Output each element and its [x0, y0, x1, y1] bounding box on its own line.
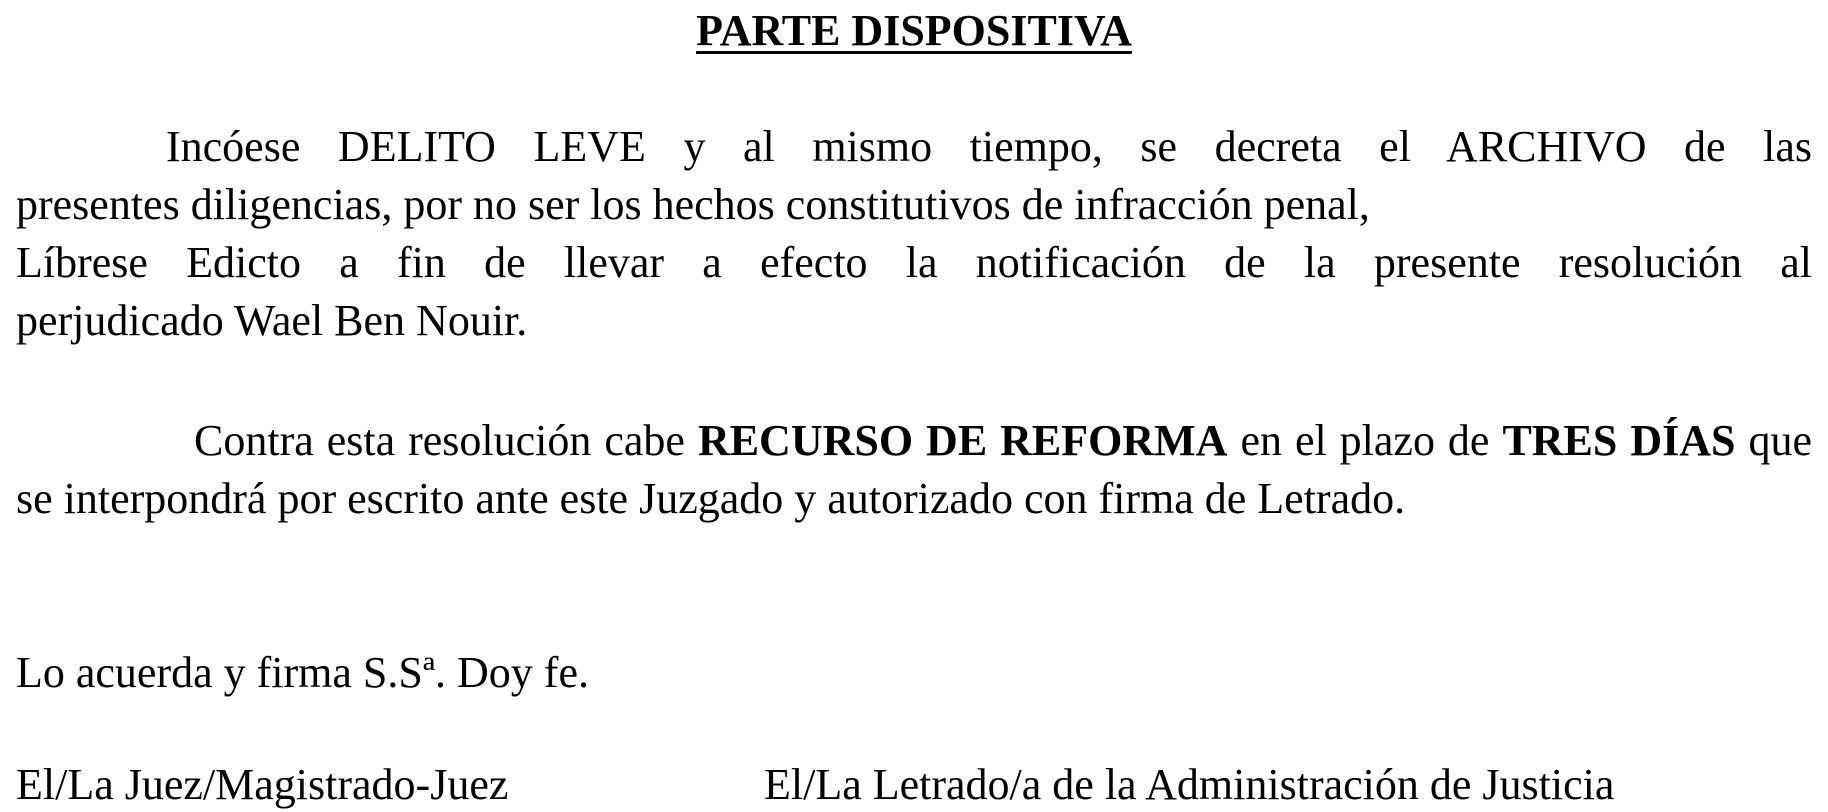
paragraph2-text-b: en el plazo de — [1227, 416, 1503, 465]
paragraph1-line1: Incóese DELITO LEVE y al mismo tiempo, se decreta el ARCHIVO de las — [166, 122, 1812, 171]
signature-judge-label: El/La Juez/Magistrado-Juez — [16, 760, 509, 809]
heading-text: PARTE DISPOSITIVA — [696, 6, 1132, 55]
paragraph1-line4: perjudicado Wael Ben Nouir. — [16, 296, 528, 345]
paragraph-archive-decree — [16, 118, 1812, 350]
paragraph2-text-a: Contra esta resolución cabe — [194, 416, 698, 465]
paragraph2-bold-remedy: RECURSO DE REFORMA — [697, 416, 1228, 465]
document-page — [16, 0, 1812, 812]
signature-clerk-label: El/La Letrado/a de la Administración de Justicia — [764, 760, 1615, 809]
paragraph2-text-c: que se interpondrá por escrito ante este Juzgado y autorizado con firma de Letrado. — [16, 416, 1813, 523]
paragraph1-line3: Líbrese Edicto a fin de llevar a efecto la notificación de la presente resolución al — [16, 238, 1812, 287]
paragraph1-line2: presentes diligencias, por no ser los hechos constitutivos de infracción penal, — [16, 180, 1370, 229]
paragraph-appeal-notice — [16, 412, 1812, 528]
paragraph-attestation: Lo acuerda y firma S.Sª. Doy fe. — [16, 648, 589, 697]
paragraph2-bold-deadline: TRES DÍAS — [1502, 416, 1736, 465]
document-heading — [16, 6, 1812, 56]
